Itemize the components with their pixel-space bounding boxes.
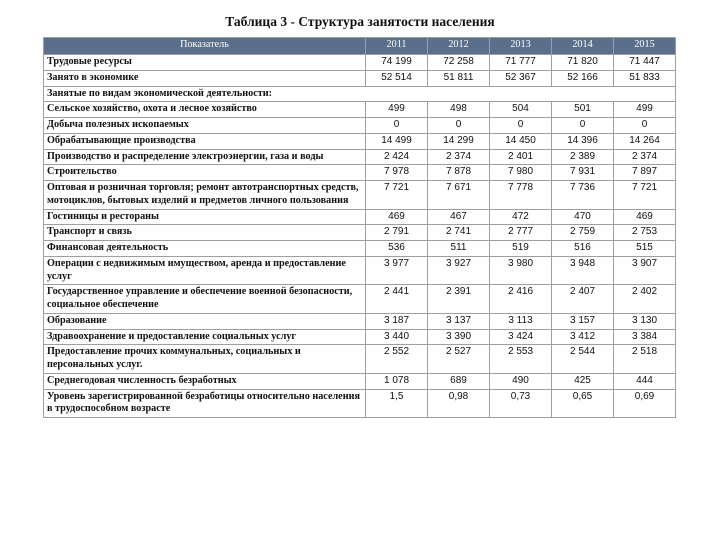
cell-value: 7 897 [614,165,676,181]
cell-value: 3 980 [490,256,552,285]
cell-value: 519 [490,241,552,257]
row-label: Добыча полезных ископаемых [44,118,366,134]
cell-value: 7 736 [552,181,614,210]
cell-value: 511 [428,241,490,257]
cell-value: 74 199 [366,55,428,71]
cell-value: 3 384 [614,329,676,345]
cell-value: 2 759 [552,225,614,241]
cell-value: 0 [428,118,490,134]
table-header-row [44,38,676,55]
cell-value: 7 721 [614,181,676,210]
cell-value: 504 [490,102,552,118]
cell-value: 14 264 [614,133,676,149]
cell-value: 2 741 [428,225,490,241]
table-row [44,165,676,181]
table-row [44,389,676,418]
cell-value: 1,5 [366,389,428,418]
cell-value: 2 391 [428,285,490,314]
column-header-year: 2013 [490,38,552,55]
cell-value: 7 878 [428,165,490,181]
cell-value: 2 553 [490,345,552,374]
cell-value: 469 [366,209,428,225]
cell-value: 515 [614,241,676,257]
cell-value: 51 811 [428,70,490,86]
row-label: Сельское хозяйство, охота и лесное хозяйство [44,102,366,118]
row-label: Здравоохранение и предоставление социальных услуг [44,329,366,345]
cell-value: 689 [428,373,490,389]
table-row [44,118,676,134]
row-label: Государственное управление и обеспечение военной безопасности, социальное обеспечение [44,285,366,314]
cell-value: 501 [552,102,614,118]
column-header-indicator: Показатель [44,38,366,55]
cell-value: 51 833 [614,70,676,86]
cell-value: 7 721 [366,181,428,210]
cell-value: 3 390 [428,329,490,345]
table-row [44,313,676,329]
row-label: Среднегодовая численность безработных [44,373,366,389]
cell-value: 0 [614,118,676,134]
row-label: Предоставление прочих коммунальных, социальных и персональных услуг. [44,345,366,374]
table-row [44,133,676,149]
column-header-year: 2011 [366,38,428,55]
row-label: Обрабатывающие производства [44,133,366,149]
cell-value: 499 [366,102,428,118]
table-row [44,241,676,257]
row-label: Занятые по видам экономической деятельности: [44,86,676,102]
cell-value: 14 299 [428,133,490,149]
section-row [44,86,676,102]
cell-value: 72 258 [428,55,490,71]
cell-value: 2 389 [552,149,614,165]
cell-value: 444 [614,373,676,389]
cell-value: 2 441 [366,285,428,314]
table-row [44,209,676,225]
cell-value: 2 777 [490,225,552,241]
cell-value: 0,65 [552,389,614,418]
cell-value: 0 [490,118,552,134]
row-label: Занято в экономике [44,70,366,86]
table-body [44,55,676,418]
cell-value: 2 544 [552,345,614,374]
cell-value: 0,69 [614,389,676,418]
cell-value: 2 791 [366,225,428,241]
cell-value: 472 [490,209,552,225]
cell-value: 3 412 [552,329,614,345]
cell-value: 470 [552,209,614,225]
table-row [44,102,676,118]
table-row [44,149,676,165]
cell-value: 499 [614,102,676,118]
cell-value: 425 [552,373,614,389]
column-header-year: 2014 [552,38,614,55]
table-row [44,329,676,345]
cell-value: 2 424 [366,149,428,165]
cell-value: 7 778 [490,181,552,210]
cell-value: 52 166 [552,70,614,86]
cell-value: 2 407 [552,285,614,314]
cell-value: 498 [428,102,490,118]
table-row [44,373,676,389]
cell-value: 7 980 [490,165,552,181]
cell-value: 7 978 [366,165,428,181]
cell-value: 469 [614,209,676,225]
table-row [44,345,676,374]
cell-value: 3 977 [366,256,428,285]
cell-value: 2 374 [428,149,490,165]
row-label: Уровень зарегистрированной безработицы относительно населения в трудоспособном возрасте [44,389,366,418]
table-row [44,70,676,86]
table-row [44,181,676,210]
cell-value: 52 514 [366,70,428,86]
cell-value: 2 401 [490,149,552,165]
cell-value: 3 130 [614,313,676,329]
cell-value: 0 [552,118,614,134]
column-header-year: 2015 [614,38,676,55]
row-label: Оптовая и розничная торговля; ремонт автотранспортных средств, мотоциклов, бытовых изделий и предметов личного пользования [44,181,366,210]
cell-value: 14 450 [490,133,552,149]
cell-value: 0,98 [428,389,490,418]
cell-value: 14 499 [366,133,428,149]
table-row [44,225,676,241]
cell-value: 3 927 [428,256,490,285]
cell-value: 2 402 [614,285,676,314]
cell-value: 3 187 [366,313,428,329]
cell-value: 7 931 [552,165,614,181]
row-label: Производство и распределение электроэнергии, газа и воды [44,149,366,165]
cell-value: 516 [552,241,614,257]
row-label: Гостиницы и рестораны [44,209,366,225]
cell-value: 3 948 [552,256,614,285]
cell-value: 536 [366,241,428,257]
cell-value: 3 424 [490,329,552,345]
table-row [44,285,676,314]
row-label: Трудовые ресурсы [44,55,366,71]
cell-value: 71 820 [552,55,614,71]
row-label: Образование [44,313,366,329]
cell-value: 2 527 [428,345,490,374]
cell-value: 2 518 [614,345,676,374]
cell-value: 3 137 [428,313,490,329]
cell-value: 1 078 [366,373,428,389]
cell-value: 3 157 [552,313,614,329]
cell-value: 0,73 [490,389,552,418]
cell-value: 2 552 [366,345,428,374]
column-header-year: 2012 [428,38,490,55]
cell-value: 7 671 [428,181,490,210]
cell-value: 2 416 [490,285,552,314]
employment-table [43,37,676,418]
table-row [44,256,676,285]
cell-value: 52 367 [490,70,552,86]
row-label: Операции с недвижимым имуществом, аренда и предоставление услуг [44,256,366,285]
row-label: Финансовая деятельность [44,241,366,257]
table-title: Таблица 3 - Структура занятости населения [225,14,495,29]
cell-value: 71 777 [490,55,552,71]
cell-value: 3 113 [490,313,552,329]
cell-value: 2 753 [614,225,676,241]
cell-value: 490 [490,373,552,389]
cell-value: 3 907 [614,256,676,285]
cell-value: 14 396 [552,133,614,149]
row-label: Транспорт и связь [44,225,366,241]
cell-value: 2 374 [614,149,676,165]
cell-value: 3 440 [366,329,428,345]
cell-value: 0 [366,118,428,134]
row-label: Строительство [44,165,366,181]
cell-value: 467 [428,209,490,225]
table-row [44,55,676,71]
cell-value: 71 447 [614,55,676,71]
